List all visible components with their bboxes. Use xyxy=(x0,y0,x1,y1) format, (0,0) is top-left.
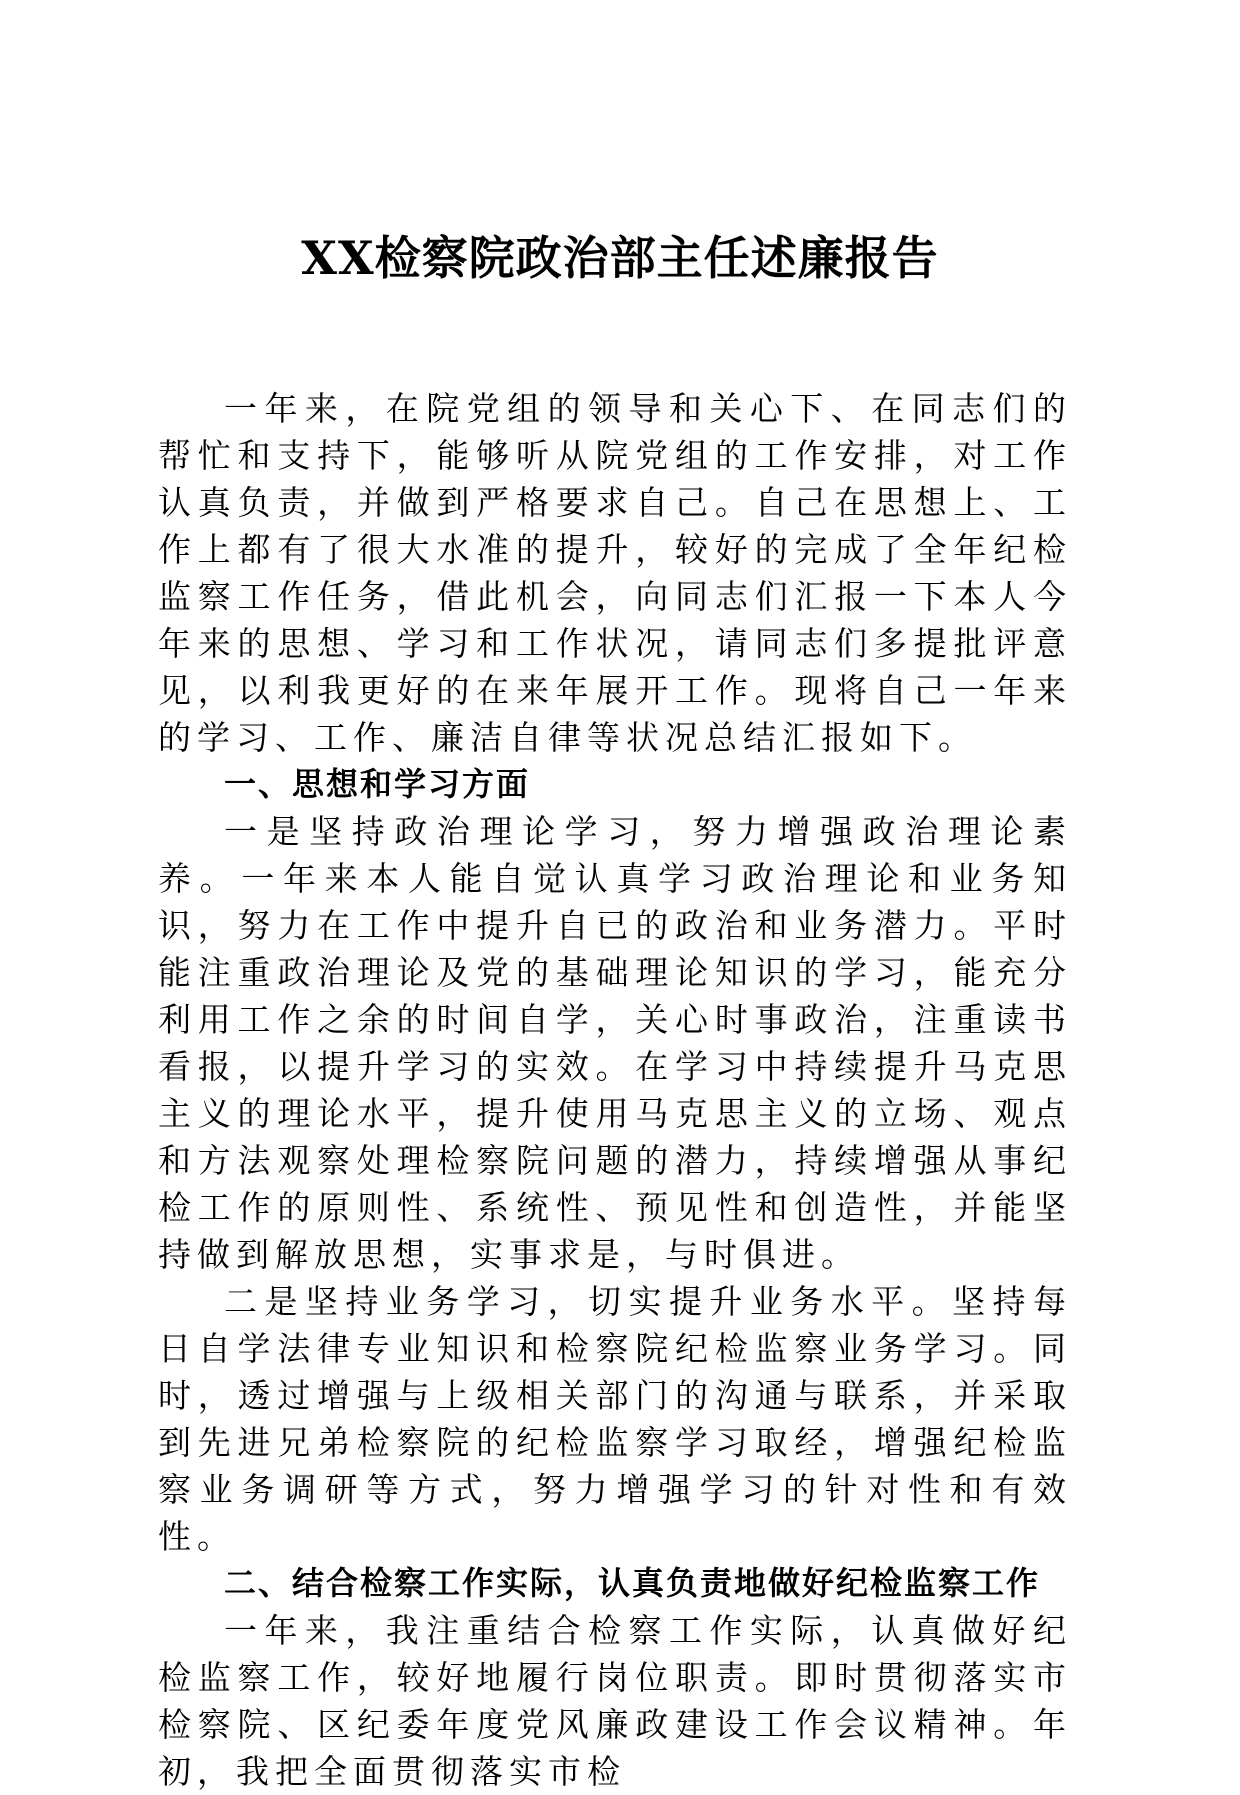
paragraph-intro: 一年来，在院党组的领导和关心下、在同志们的帮忙和支持下，能够听从院党组的工作安排，对工作认真负责，并做到严格要求自己。自己在思想上、工作上都有了很大水准的提升，较好的完成了全年纪检监察工作任务，借此机会，向同志们汇报一下本人今年来的思想、学习和工作状况，请同志们多提批评意见，以利我更好的在来年展开工作。现将自己一年来的学习、工作、廉洁自律等状况总结汇报如下。 xyxy=(158,389,1072,757)
paragraph-work: 一年来，我注重结合检察工作实际，认真做好纪检监察工作，较好地履行岗位职责。即时贯彻落实市检察院、区纪委年度党风廉政建设工作会议精神。年初，我把全面贯彻落实市检 xyxy=(158,1611,1072,1791)
section-heading-2: 二、结合检察工作实际，认真负责地做好纪检监察工作 xyxy=(224,1564,1041,1602)
paragraph-business-study: 二是坚持业务学习，切实提升业务水平。坚持每日自学法律专业知识和检察院纪检监察业务学习。同时，透过增强与上级相关部门的沟通与联系，并采取到先进兄弟检察院的纪检监察学习取经，增强纪检监察业务调研等方式，努力增强学习的针对性和有效性。 xyxy=(158,1282,1072,1556)
document-body xyxy=(158,385,1072,1795)
document-title: XX检察院政治部主任述廉报告 xyxy=(301,231,939,285)
section-heading-1: 一、思想和学习方面 xyxy=(224,765,531,803)
paragraph-political-study: 一是坚持政治理论学习，努力增强政治理论素养。一年来本人能自觉认真学习政治理论和业务知识，努力在工作中提升自已的政治和业务潜力。平时能注重政治理论及党的基础理论知识的学习，能充分利用工作之余的时间自学，关心时事政治，注重读书看报，以提升学习的实效。在学习中持续提升马克思主义的理论水平，提升使用马克思主义的立场、观点和方法观察处理检察院问题的潜力，持续增强从事纪检工作的原则性、系统性、预见性和创造性，并能坚持做到解放思想，实事求是，与时俱进。 xyxy=(158,812,1072,1274)
